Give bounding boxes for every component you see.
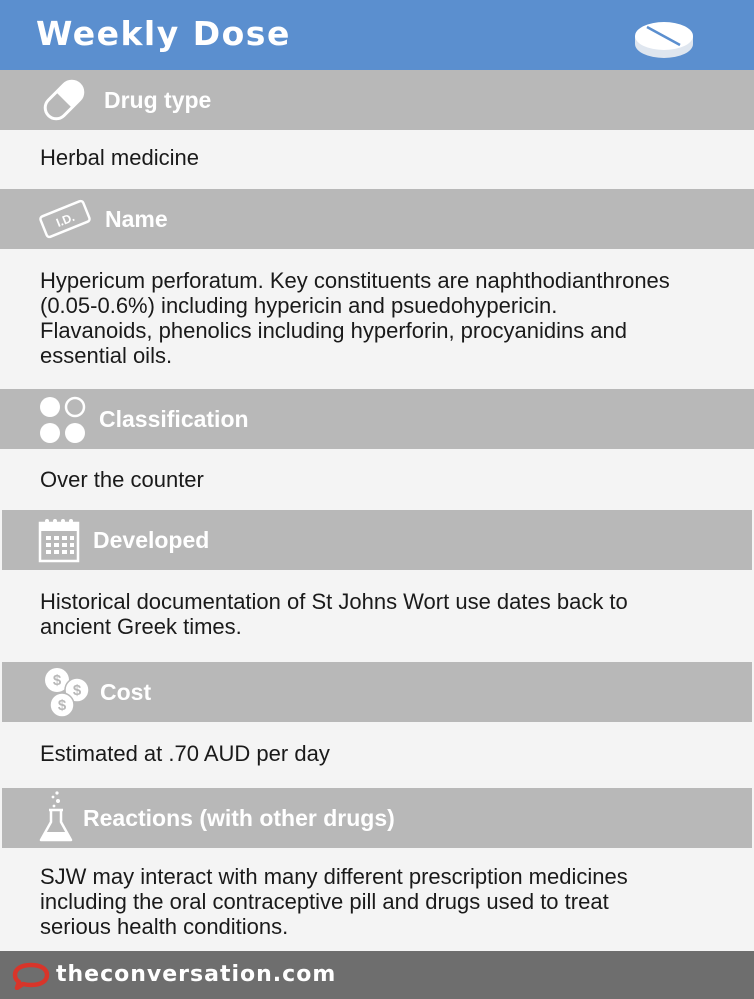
svg-text:$: $ bbox=[72, 682, 82, 699]
section-label-reactions: Reactions (with other drugs) bbox=[83, 805, 395, 831]
id-tag-icon bbox=[38, 193, 92, 245]
section-content-name: Hypericum perforatum. Key constituents are naphthodianthrones (0.05-0.6%) including hypericin and psuedohypericin. Flavanoids, phenolics including hyperforin, procyanidins and essential oils. bbox=[40, 268, 670, 368]
section-label-drug-type: Drug type bbox=[104, 87, 212, 113]
section-bar-reactions bbox=[2, 788, 752, 848]
section-label-cost: Cost bbox=[100, 679, 152, 705]
section-bar-classification bbox=[0, 389, 754, 449]
section-label-classification: Classification bbox=[99, 406, 249, 432]
section-bar-drug-type bbox=[0, 70, 754, 130]
section-bar-name bbox=[0, 189, 754, 249]
section-bar-developed bbox=[2, 510, 752, 570]
section-content-drug-type: Herbal medicine bbox=[40, 145, 199, 170]
circles-grid-icon bbox=[36, 393, 90, 445]
pill-tablet-icon bbox=[632, 14, 696, 62]
svg-text:$: $ bbox=[52, 672, 62, 689]
header-banner bbox=[0, 0, 754, 70]
calendar-icon bbox=[36, 514, 82, 566]
svg-text:I.D.: I.D. bbox=[54, 209, 77, 230]
section-label-developed: Developed bbox=[93, 527, 210, 553]
section-content-developed: Historical documentation of St Johns Wort use dates back to ancient Greek times. bbox=[40, 589, 628, 639]
conversation-logo-icon bbox=[12, 962, 50, 990]
section-bar-cost bbox=[2, 662, 752, 722]
section-label-name: Name bbox=[105, 206, 168, 232]
svg-text:$: $ bbox=[57, 697, 67, 714]
footer-bar bbox=[0, 951, 754, 999]
page-title: Weekly Dose bbox=[36, 14, 291, 53]
footer-site-link[interactable]: theconversation.com bbox=[56, 962, 337, 987]
section-content-reactions: SJW may interact with many different prescription medicines including the oral contraceptive pill and drugs used to treat serious health conditions. bbox=[40, 864, 628, 939]
dollar-coins-icon bbox=[40, 665, 96, 721]
section-content-classification: Over the counter bbox=[40, 467, 204, 492]
capsule-icon bbox=[38, 74, 90, 126]
flask-icon bbox=[38, 790, 74, 846]
section-content-cost: Estimated at .70 AUD per day bbox=[40, 741, 330, 766]
